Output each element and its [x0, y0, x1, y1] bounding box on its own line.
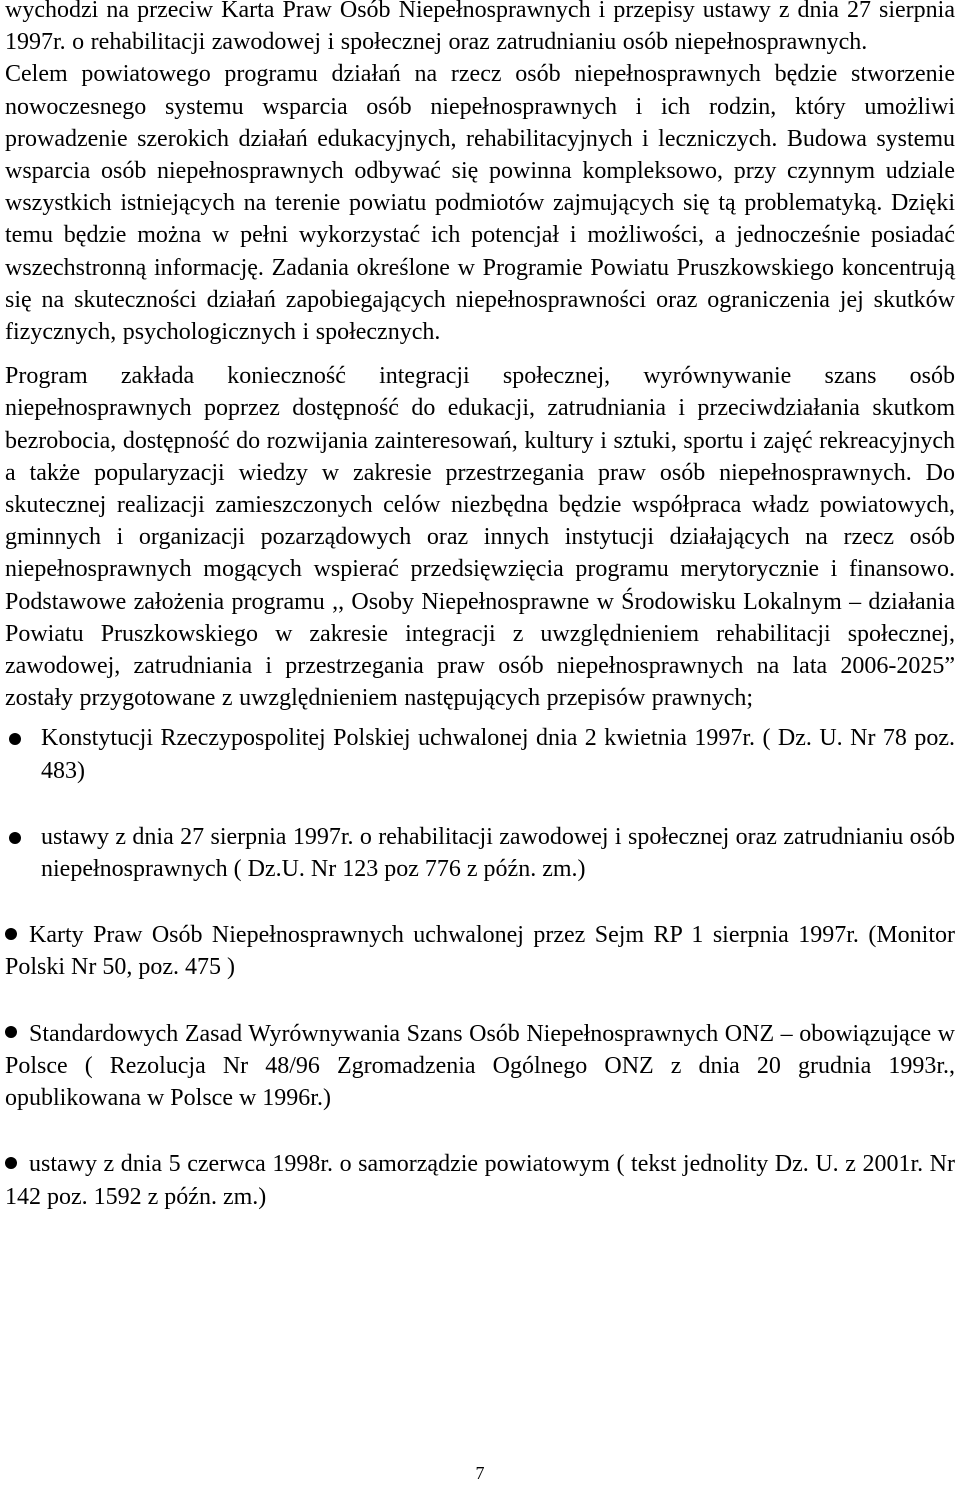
list-item-text: ustawy z dnia 5 czerwca 1998r. o samorządzie powiatowym ( tekst jednolity Dz. U. z 2001r. Nr 142 poz. 1592 z późn. zm.): [5, 1151, 955, 1210]
bullet-dot-icon: [9, 832, 21, 844]
list-item: [5, 1148, 955, 1212]
page-number: 7: [475, 1463, 485, 1483]
legal-acts-list: [5, 722, 955, 1212]
bullet-dot-icon: [5, 1026, 17, 1038]
list-item-text: Karty Praw Osób Niepełnosprawnych uchwalonej przez Sejm RP 1 sierpnia 1997r. (Monitor Polski Nr 50, poz. 475 ): [5, 922, 955, 981]
paragraph-2: Celem powiatowego programu działań na rzecz osób niepełnosprawnych będzie stworzenie nowoczesnego systemu wsparcia osób niepełnosprawnych i ich rodzin, który umożliwi prowadzenie szerokich działań edukacyjnych, rehabilitacyjnych i leczniczych. Budowa systemu wsparcia osób niepełnosprawnych odbywać się powinna kompleksowo, przy czynnym udziale wszystkich istniejących na terenie powiatu podmiotów zajmujących się tą problematyką. Dzięki temu będzie można w pełni wykorzystać ich potencjał i możliwości, a jednocześnie posiadać wszechstronną informację. Zadania określone w Programie Powiatu Pruszkowskiego koncentrują się na skuteczności działań zapobiegających niepełnosprawności oraz ograniczenia jej skutków fizycznych, psychologicznych i społecznych.: [5, 61, 955, 346]
list-item: [5, 821, 955, 885]
bullet-dot-icon: [5, 1157, 17, 1169]
document-page: [5, 0, 955, 1247]
paragraph-1: wychodzi na przeciw Karta Praw Osób Niepełnosprawnych i przepisy ustawy z dnia 27 sierpnia 1997r. o rehabilitacji zawodowej i społecznej oraz zatrudnianiu osób niepełnosprawnych.: [5, 0, 955, 56]
bullet-dot-icon: [5, 928, 17, 940]
list-item: [5, 722, 955, 786]
bullet-dot-icon: [9, 733, 21, 745]
list-item-text: Konstytucji Rzeczypospolitej Polskiej uchwalonej dnia 2 kwietnia 1997r. ( Dz. U. Nr 78 poz. 483): [41, 725, 955, 784]
list-item-text: ustawy z dnia 27 sierpnia 1997r. o rehabilitacji zawodowej i społecznej oraz zatrudnianiu osób niepełnosprawnych ( Dz.U. Nr 123 poz 776 z późn. zm.): [41, 823, 955, 883]
list-item: [5, 919, 955, 983]
paragraph-3: Program zakłada konieczność integracji społecznej, wyrównywanie szans osób niepełnosprawnych poprzez dostępność do edukacji, zatrudniania i przeciwdziałania skutkom bezrobocia, dostępność do rozwijania zainteresowań, kultury i sztuki, sportu i zajęć rekreacyjnych a także popularyzacji wiedzy w zakresie przestrzegania praw osób niepełnosprawnych. Do skutecznej realizacji zamieszczonych celów niezbędna będzie współpraca władz powiatowych, gminnych i organizacji pozarządowych oraz innych instytucji działających na rzecz osób niepełnosprawnych mogących wspierać przedsięwzięcia programu merytorycznie i finansowo. Podstawowe założenia programu ,, Osoby Niepełnosprawne w Środowisku Lokalnym – działania Powiatu Pruszkowskiego w zakresie integracji z uwzględnieniem rehabilitacji społecznej, zawodowej, zatrudniania i przestrzegania praw osób niepełnosprawnych na lata 2006-2025” zostały przygotowane z uwzględnieniem następujących przepisów prawnych;: [5, 363, 955, 712]
list-item-text: Standardowych Zasad Wyrównywania Szans Osób Niepełnosprawnych ONZ – obowiązujące w Polsce ( Rezolucja Nr 48/96 Zgromadzenia Ogólnego ONZ z dnia 20 grudnia 1993r., opublikowana w Polsce w 1996r.): [5, 1020, 955, 1112]
list-item: [5, 1018, 955, 1115]
